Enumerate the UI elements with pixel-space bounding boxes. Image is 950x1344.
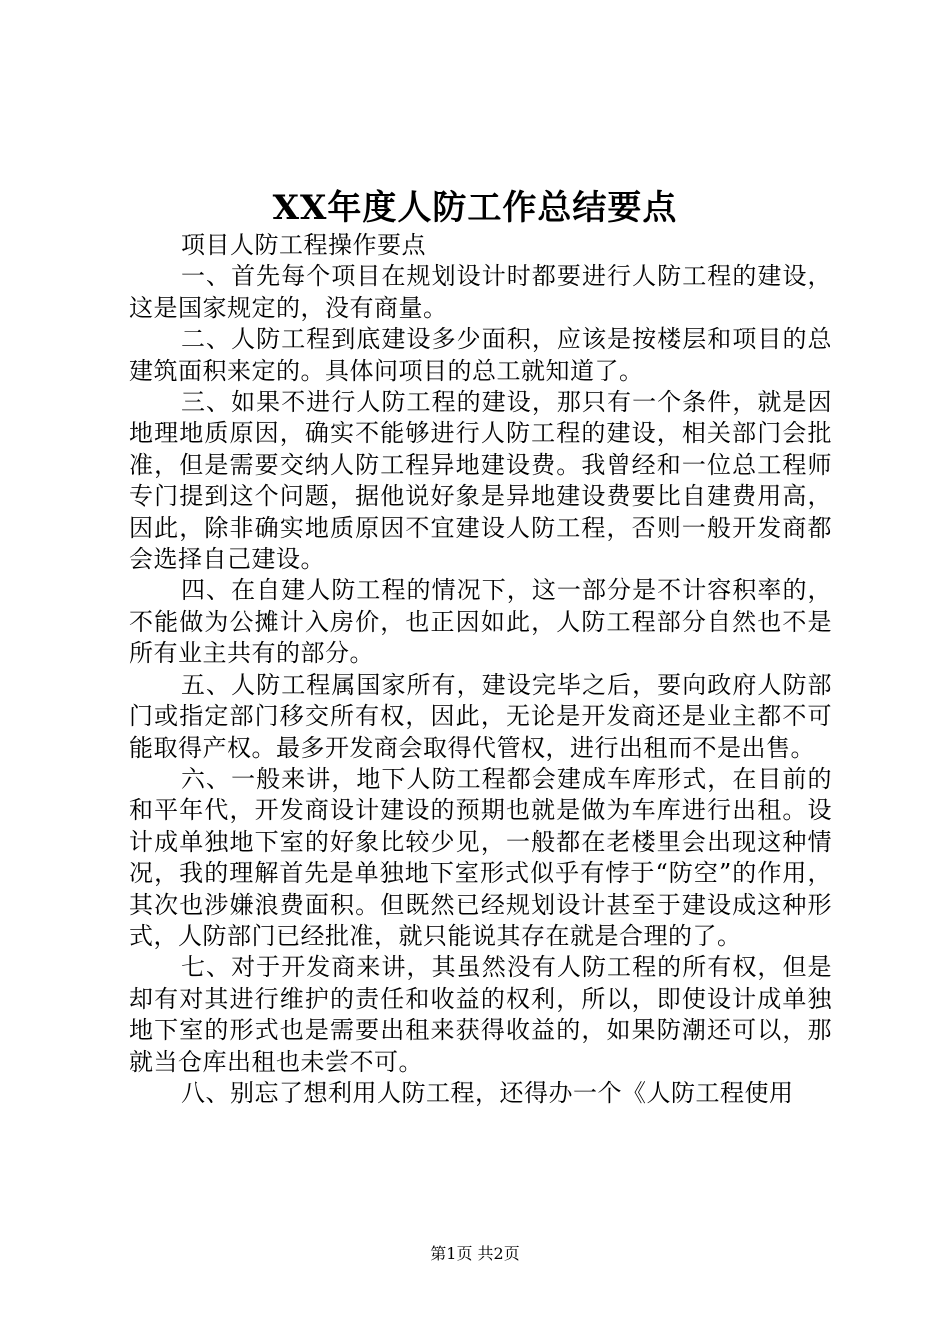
paragraph-3: 三、如果不进行人防工程的建设，那只有一个条件，就是因地理地质原因，确实不能够进行人防工程的建设，相关部门会批准，但是需要交纳人防工程异地建设费。我曾经和一位总工程师专门提到这个问题，据他说好象是异地建设费要比自建费用高，因此，除非确实地质原因不宜建设人防工程，否则一般开发商都会选择自己建设。 [129, 388, 832, 574]
paragraph-1: 一、首先每个项目在规划设计时都要进行人防工程的建设，这是国家规定的，没有商量。 [129, 262, 832, 322]
document-title: XX年度人防工作总结要点 [272, 188, 678, 228]
paragraph-8: 八、别忘了想利用人防工程，还得办一个《人防工程使用 [181, 1078, 794, 1107]
page-number-footer: 第1页 共2页 [430, 1244, 520, 1263]
paragraph-2: 二、人防工程到底建设多少面积，应该是按楼层和项目的总建筑面积来定的。具体问项目的总工就知道了。 [129, 325, 832, 385]
paragraph-4: 四、在自建人防工程的情况下，这一部分是不计容积率的，不能做为公摊计入房价，也正因如此，人防工程部分自然也不是所有业主共有的部分。 [129, 576, 832, 668]
paragraph-heading: 项目人防工程操作要点 [181, 231, 426, 259]
paragraph-6: 六、一般来讲，地下人防工程都会建成车库形式，在目前的和平年代，开发商设计建设的预期也就是做为车库进行出租。设计成单独地下室的好象比较少见，一般都在老楼里会出现这种情况，我的理解首先是单独地下室形式似乎有悖于“防空”的作用，其次也涉嫌浪费面积。但既然已经规划设计甚至于建设成这种形式，人防部门已经批准，就只能说其存在就是合理的了。 [129, 764, 832, 950]
paragraph-5: 五、人防工程属国家所有，建设完毕之后，要向政府人防部门或指定部门移交所有权，因此，无论是开发商还是业主都不可能取得产权。最多开发商会取得代管权，进行出租而不是出售。 [129, 670, 832, 762]
paragraph-7: 七、对于开发商来讲，其虽然没有人防工程的所有权，但是却有对其进行维护的责任和收益的权利，所以，即使设计成单独地下室的形式也是需要出租来获得收益的，如果防潮还可以，那就当仓库出租也未尝不可。 [129, 953, 832, 1076]
document-body [129, 230, 832, 1109]
